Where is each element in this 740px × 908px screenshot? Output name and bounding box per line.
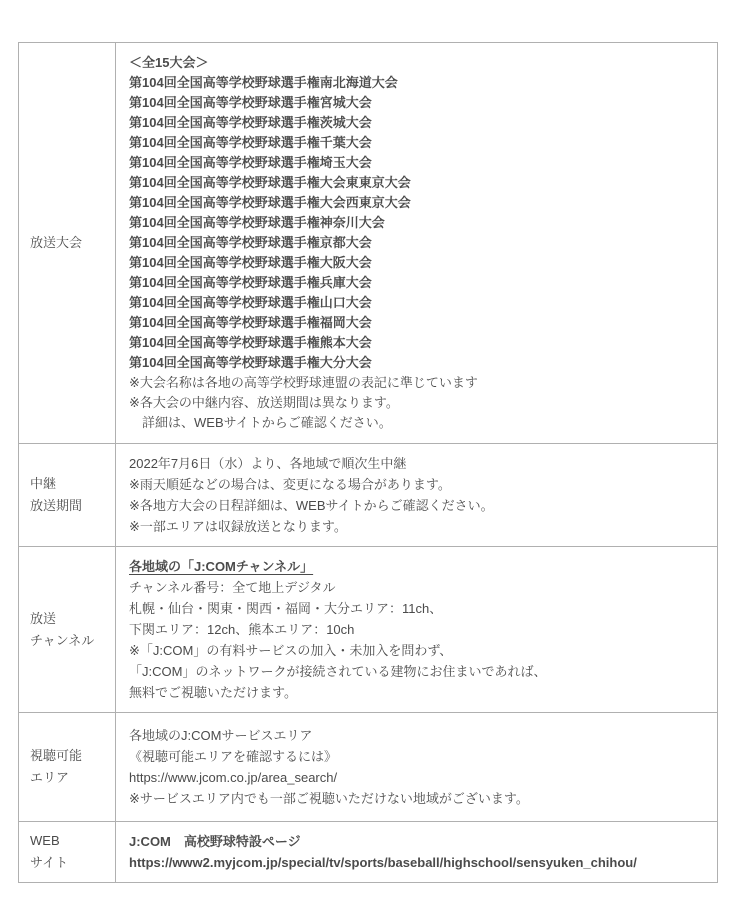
row-broadcast-schedule <box>19 444 718 547</box>
row-label-viewing-area <box>19 713 116 822</box>
schedule-line: ※一部エリアは収録放送となります。 <box>129 519 347 534</box>
tournament-note: ※大会名称は各地の高等学校野球連盟の表記に準じています <box>129 375 478 390</box>
row-label-schedule <box>19 444 116 547</box>
row-viewing-area <box>19 713 718 822</box>
row-label-line: エリア <box>30 770 70 785</box>
channel-heading: 各地域の「J:COMチャンネル」 <box>129 559 314 574</box>
channel-line: ※「J:COM」の有料サービスの加入・未加入を問わず、 <box>129 643 453 658</box>
row-label-line: サイト <box>30 855 69 870</box>
tournament-list <box>129 73 703 373</box>
channel-line: 無料でご視聴いただけます。 <box>129 685 297 700</box>
channel-line: 「J:COM」のネットワークが接続されている建物にお住まいであれば、 <box>129 664 547 679</box>
tournament-notes <box>129 373 703 433</box>
viewing-area-line: 各地域のJ:COMサービスエリア <box>129 728 313 743</box>
viewing-area-note: ※サービスエリア内でも一部ご視聴いただけない地域がございます。 <box>129 791 529 806</box>
row-content-schedule <box>116 444 718 547</box>
row-label-channels <box>19 547 116 713</box>
tournament-name: 第104回全国高等学校野球選手権大会西東京大会 <box>129 195 411 210</box>
row-label-line: チャンネル <box>30 632 95 648</box>
tournament-note: 詳細は、WEBサイトからご確認ください。 <box>129 415 392 430</box>
row-label-line: 放送期間 <box>30 498 83 513</box>
row-broadcast-channels <box>19 547 718 713</box>
tournament-name: 第104回全国高等学校野球選手権山口大会 <box>129 295 372 310</box>
row-label-line: 放送大会 <box>30 235 83 250</box>
channel-details <box>129 577 703 703</box>
tournament-name: 第104回全国高等学校野球選手権熊本大会 <box>129 335 372 350</box>
row-broadcast-tournaments <box>19 43 718 444</box>
broadcast-info-table <box>18 42 718 883</box>
area-search-url: https://www.jcom.co.jp/area_search/ <box>129 770 338 785</box>
tournament-name: 第104回全国高等学校野球選手権京都大会 <box>129 235 372 250</box>
viewing-area-line: 《視聴可能エリアを確認するには》 <box>129 749 338 764</box>
row-content-website <box>116 822 718 883</box>
website-title: J:COM 高校野球特設ページ <box>129 834 301 849</box>
tournament-name: 第104回全国高等学校野球選手権茨城大会 <box>129 115 372 130</box>
row-content-channels <box>116 547 718 713</box>
tournament-name: 第104回全国高等学校野球選手権神奈川大会 <box>129 215 385 230</box>
row-content-tournaments <box>116 43 718 444</box>
row-label-line: 中継 <box>30 476 57 491</box>
viewing-area-lines <box>129 725 703 767</box>
tournament-name: 第104回全国高等学校野球選手権南北海道大会 <box>129 75 398 90</box>
tournament-name: 第104回全国高等学校野球選手権兵庫大会 <box>129 275 372 290</box>
channel-line: 札幌・仙台・関東・関西・福岡・大分エリア：11ch、 <box>129 601 443 616</box>
tournament-name: 第104回全国高等学校野球選手権大会東東京大会 <box>129 175 411 190</box>
row-website <box>19 822 718 883</box>
tournament-note: ※各大会の中継内容、放送期間は異なります。 <box>129 395 399 410</box>
tournament-name: 第104回全国高等学校野球選手権千葉大会 <box>129 135 372 150</box>
schedule-line: 2022年7月6日（水）より、各地域で順次生中継 <box>129 456 407 471</box>
row-label-website <box>19 822 116 883</box>
tournament-name: 第104回全国高等学校野球選手権大分大会 <box>129 355 372 370</box>
tournament-name: 第104回全国高等学校野球選手権埼玉大会 <box>129 155 372 170</box>
channel-line: チャンネル番号：全て地上デジタル <box>129 580 336 595</box>
row-content-viewing-area <box>116 713 718 822</box>
tournament-name: 第104回全国高等学校野球選手権宮城大会 <box>129 95 372 110</box>
schedule-line: ※各地方大会の日程詳細は、WEBサイトからご確認ください。 <box>129 498 494 513</box>
row-label-tournaments <box>19 43 116 444</box>
schedule-line: ※雨天順延などの場合は、変更になる場合があります。 <box>129 477 451 492</box>
channel-line: 下関エリア：12ch、熊本エリア：10ch <box>129 622 355 637</box>
tournament-name: 第104回全国高等学校野球選手権福岡大会 <box>129 315 372 330</box>
tournament-name: 第104回全国高等学校野球選手権大阪大会 <box>129 255 372 270</box>
row-label-line: 視聴可能 <box>30 748 83 763</box>
row-label-line: 放送 <box>30 610 57 626</box>
tournament-count-header: ＜全15大会＞ <box>129 55 209 70</box>
row-label-line: WEB <box>30 833 60 848</box>
website-url: https://www2.myjcom.jp/special/tv/sports/baseball/highschool/sensyuken_chihou/ <box>129 855 637 870</box>
